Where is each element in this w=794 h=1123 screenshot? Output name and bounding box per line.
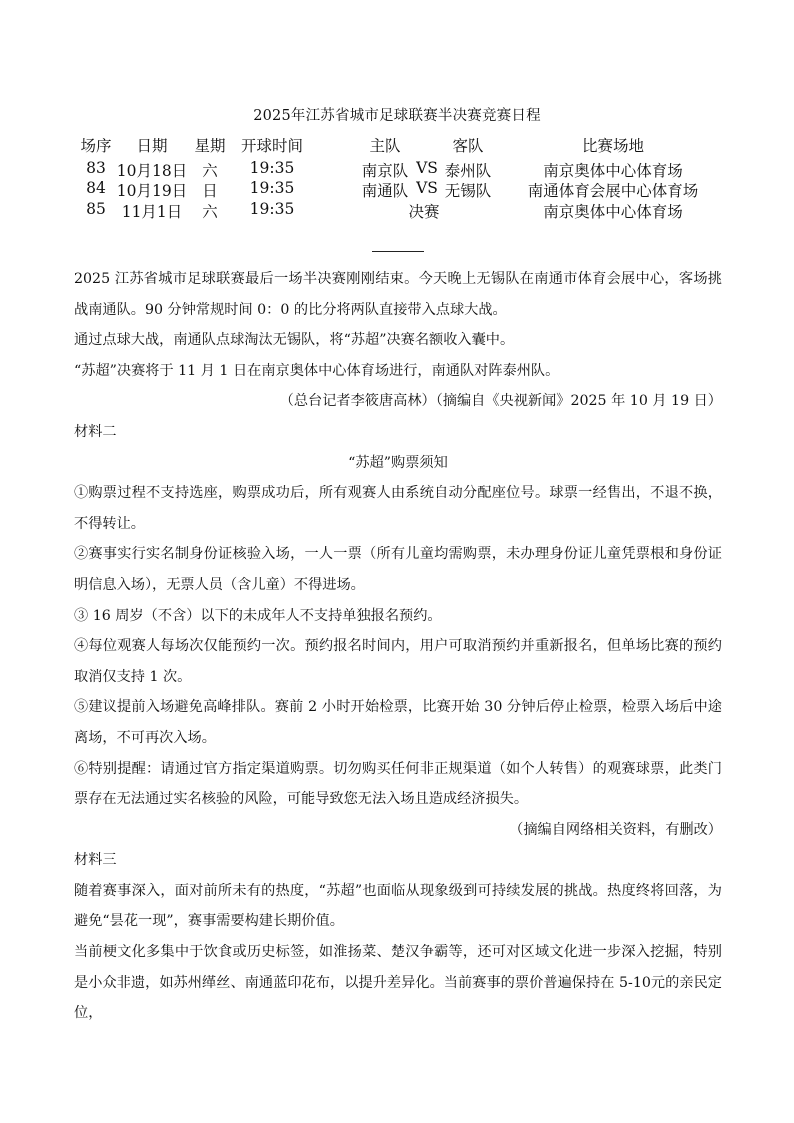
row-time: 19:35 <box>249 159 295 177</box>
material3-heading: 材料三 <box>74 852 117 869</box>
notice-item: ④每位观赛人每场次仅能预约一次。预约报名时间内，用户可取消预约并重新报名，但单场比赛的预约取消仅支持 1 次。 <box>74 638 722 685</box>
row-weekday: 六 <box>202 203 218 221</box>
material3-paragraph: 随着赛事深入，面对前所未有的热度，“苏超”也面临从现象级到可持续发展的挑战。热度终将回落，为避免“昙花一现”，赛事需要构建长期价值。 <box>74 882 722 930</box>
row-match-final: 决赛 <box>408 203 440 221</box>
schedule-header-row <box>0 134 794 154</box>
notice-item: ⑥特别提醒：请通过官方指定渠道购票。切勿购买任何非正规渠道（如个人转售）的观赛球票，此类门票存在无法通过实名核验的风险，可能导致您无法入场且造成经济损失。 <box>74 760 722 808</box>
row-date: 11月1日 <box>121 203 183 221</box>
row-venue: 南京奥体中心体育场 <box>543 203 683 221</box>
row-date: 10月19日 <box>116 182 188 200</box>
row-away-team: 泰州队 <box>444 162 492 180</box>
row-vs: VS <box>416 179 438 197</box>
material1-source: （总台记者李筱唐高林）（摘编自《央视新闻》2025 年 10 月 19 日） <box>279 393 722 410</box>
schedule-title: 2025年江苏省城市足球联赛半决赛竞赛日程 <box>253 108 541 124</box>
header-away: 客队 <box>452 137 484 155</box>
schedule-row <box>0 200 794 220</box>
material1-paragraph: 2025 江苏省城市足球联赛最后一场半决赛刚刚结束。今天晚上无锡队在南通市体育会展中心，客场挑战南通队。90 分钟常规时间 0：0 的比分将两队直接带入点球大战。 <box>74 271 722 318</box>
notice-item: ③ 16 周岁（不含）以下的未成年人不支持单独报名预约。 <box>74 607 442 624</box>
row-seq: 84 <box>86 179 106 197</box>
row-venue: 南京奥体中心体育场 <box>543 162 683 180</box>
notice-item: ①购票过程不支持选座，购票成功后，所有观赛人由系统自动分配座位号。球票一经售出，不退不换，不得转让。 <box>74 485 722 532</box>
row-date: 10月18日 <box>116 162 188 180</box>
row-home-team: 南通队 <box>361 182 409 200</box>
row-venue: 南通体育会展中心体育场 <box>527 182 699 200</box>
row-time: 19:35 <box>249 200 295 218</box>
row-weekday: 日 <box>202 182 218 200</box>
row-weekday: 六 <box>202 162 218 180</box>
row-time: 19:35 <box>249 179 295 197</box>
header-weekday: 星期 <box>194 137 226 155</box>
material1-paragraph: 通过点球大战，南通队点球淘汰无锡队，将“苏超”决赛名额收入囊中。 <box>74 332 515 349</box>
material3-paragraph: 当前梗文化多集中于饮食或历史标签，如淮扬菜、楚汉争霸等，还可对区域文化进一步深入挖掘，特别是小众非遗，如苏州缂丝、南通蓝印花布，以提升差异化。当前赛事的票价普遍保持在 5-10元的亲民定位， <box>74 944 722 1022</box>
header-seq: 场序 <box>80 137 112 155</box>
section-divider <box>372 251 424 252</box>
material2-heading: 材料二 <box>74 423 117 440</box>
header-time: 开球时间 <box>240 137 304 155</box>
row-home-team: 南京队 <box>361 162 409 180</box>
schedule-row <box>0 179 794 199</box>
material2-source: （摘编自网络相关资料，有删改） <box>509 821 722 838</box>
schedule-row <box>0 159 794 179</box>
row-vs: VS <box>416 159 438 177</box>
row-seq: 85 <box>86 200 106 218</box>
row-seq: 83 <box>86 159 106 177</box>
header-venue: 比赛场地 <box>581 137 645 155</box>
header-date: 日期 <box>136 137 168 155</box>
notice-item: ②赛事实行实名制身份证核验入场，一人一票（所有儿童均需购票，未办理身份证儿童凭票根和身份证明信息入场），无票人员（含儿童）不得进场。 <box>74 546 722 593</box>
article-body <box>74 264 722 1029</box>
material2-title: “苏超”购票须知 <box>348 454 448 471</box>
row-away-team: 无锡队 <box>444 182 492 200</box>
notice-item: ⑤建议提前入场避免高峰排队。赛前 2 小时开始检票，比赛开始 30 分钟后停止检票，检票入场后中途离场，不可再次入场。 <box>74 699 722 746</box>
header-home: 主队 <box>369 137 401 155</box>
material1-paragraph: “苏超”决赛将于 11 月 1 日在南京奥体中心体育场进行，南通队对阵泰州队。 <box>74 362 560 379</box>
